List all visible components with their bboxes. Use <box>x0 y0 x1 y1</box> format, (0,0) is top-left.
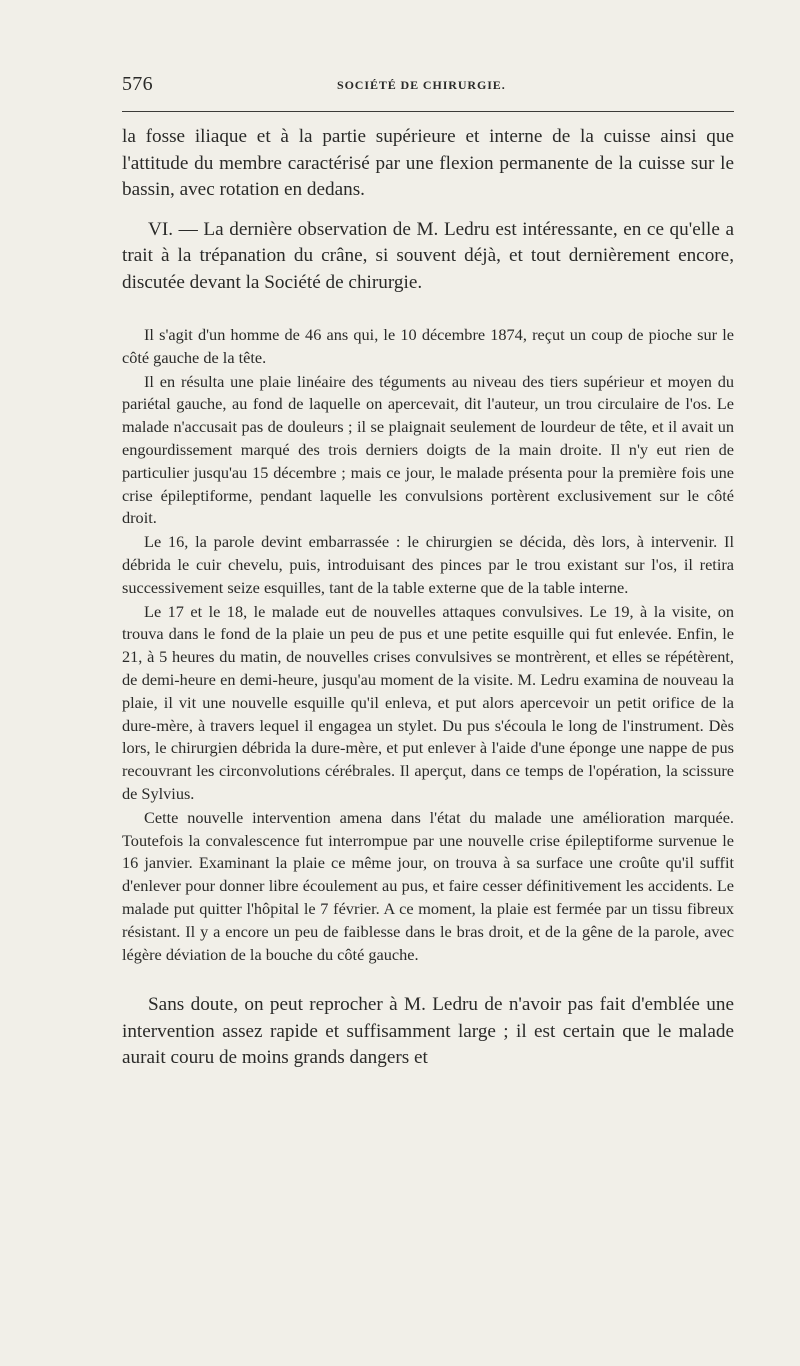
observation-heading-paragraph: VI. — La dernière observation de M. Ledru est intéressante, en ce qu'elle a trait à la trépanation du crâne, si souvent déjà, et tout dernièrement encore, discutée devant la Société de chirurgie. <box>122 218 734 293</box>
page-body <box>122 124 734 1091</box>
commentary-paragraph: Sans doute, on peut reprocher à M. Ledru de n'avoir pas fait d'emblée une intervention assez rapide et suffisamment large ; il est certain que le malade aurait couru de moins grands dangers et <box>122 994 734 1069</box>
continued-paragraph: la fosse iliaque et à la partie supérieure et interne de la cuisse ainsi que l'attitude du membre caractérisé par une flexion permanente de la cuisse sur le bassin, avec rotation en dedans. <box>122 126 734 200</box>
case-paragraph: Il en résulta une plaie linéaire des téguments au niveau des tiers supérieur et moyen du pariétal gauche, au fond de laquelle on apercevait, dit l'auteur, un trou circulaire de l'os. Le malade n'accusait pas de douleurs ; il se plaignait seulement de lourdeur de tête, et il avait un engourdissement marqué des trois derniers doigts de la main droite. Il n'y eut rien de particulier jusqu'au 15 décembre ; mais ce jour, le malade présenta pour la première fois une crise épileptiforme, pendant laquelle les convulsions portèrent exclusivement sur le côté droit. <box>122 371 734 528</box>
page-header <box>122 73 734 107</box>
page-number: 576 <box>122 73 153 95</box>
case-paragraph: Le 16, la parole devint embarrassée : le chirurgien se décida, dès lors, à intervenir. Il débrida le cuir chevelu, puis, introduisant des pinces par le trou existant sur l'os, il retira successivement seize esquilles, tant de la table externe que de la table interne. <box>122 532 734 597</box>
header-rule <box>122 111 734 112</box>
running-title: SOCIÉTÉ DE CHIRURGIE. <box>337 78 506 92</box>
case-paragraph: Il s'agit d'un homme de 46 ans qui, le 10 décembre 1874, reçut un coup de pioche sur le côté gauche de la tête. <box>122 325 734 367</box>
case-paragraph: Le 17 et le 18, le malade eut de nouvelles attaques convulsives. Le 19, à la visite, on trouva dans le fond de la plaie un peu de pus et une petite esquille qui fut enlevée. Enfin, le 21, à 5 heures du matin, de nouvelles crises convulsives se montrèrent, et elles se répétèrent, de demi-heure en demi-heure, jusqu'au moment de la visite. M. Ledru examina de nouveau la plaie, il vit une nouvelle esquille qu'il enleva, et put alors apercevoir un petit orifice de la dure-mère, à travers lequel il engagea un stylet. Du pus s'écoula le long de l'instrument. Dès lors, le chirurgien débrida la dure-mère, et put enlever à l'aide d'une éponge une nappe de pus recouvrant les circonvolutions cérébrales. Il aperçut, dans ce temps de l'opération, la scissure de Sylvius. <box>122 601 734 803</box>
case-paragraph: Cette nouvelle intervention amena dans l'état du malade une amélioration marquée. Toutefois la convalescence fut interrompue par une nouvelle crise épileptiforme survenue le 16 janvier. Examinant la plaie ce même jour, on trouva à sa surface une croûte qu'il suffit d'enlever pour donner libre écoulement au pus, et faire cesser définitivement les accidents. Le malade put quitter l'hôpital le 7 février. A ce moment, la plaie est fermée par un tissu fibreux résistant. Il y a encore un peu de faiblesse dans le bras droit, et de la gêne de la parole, avec légère déviation de la bouche du côté gauche. <box>122 807 734 964</box>
